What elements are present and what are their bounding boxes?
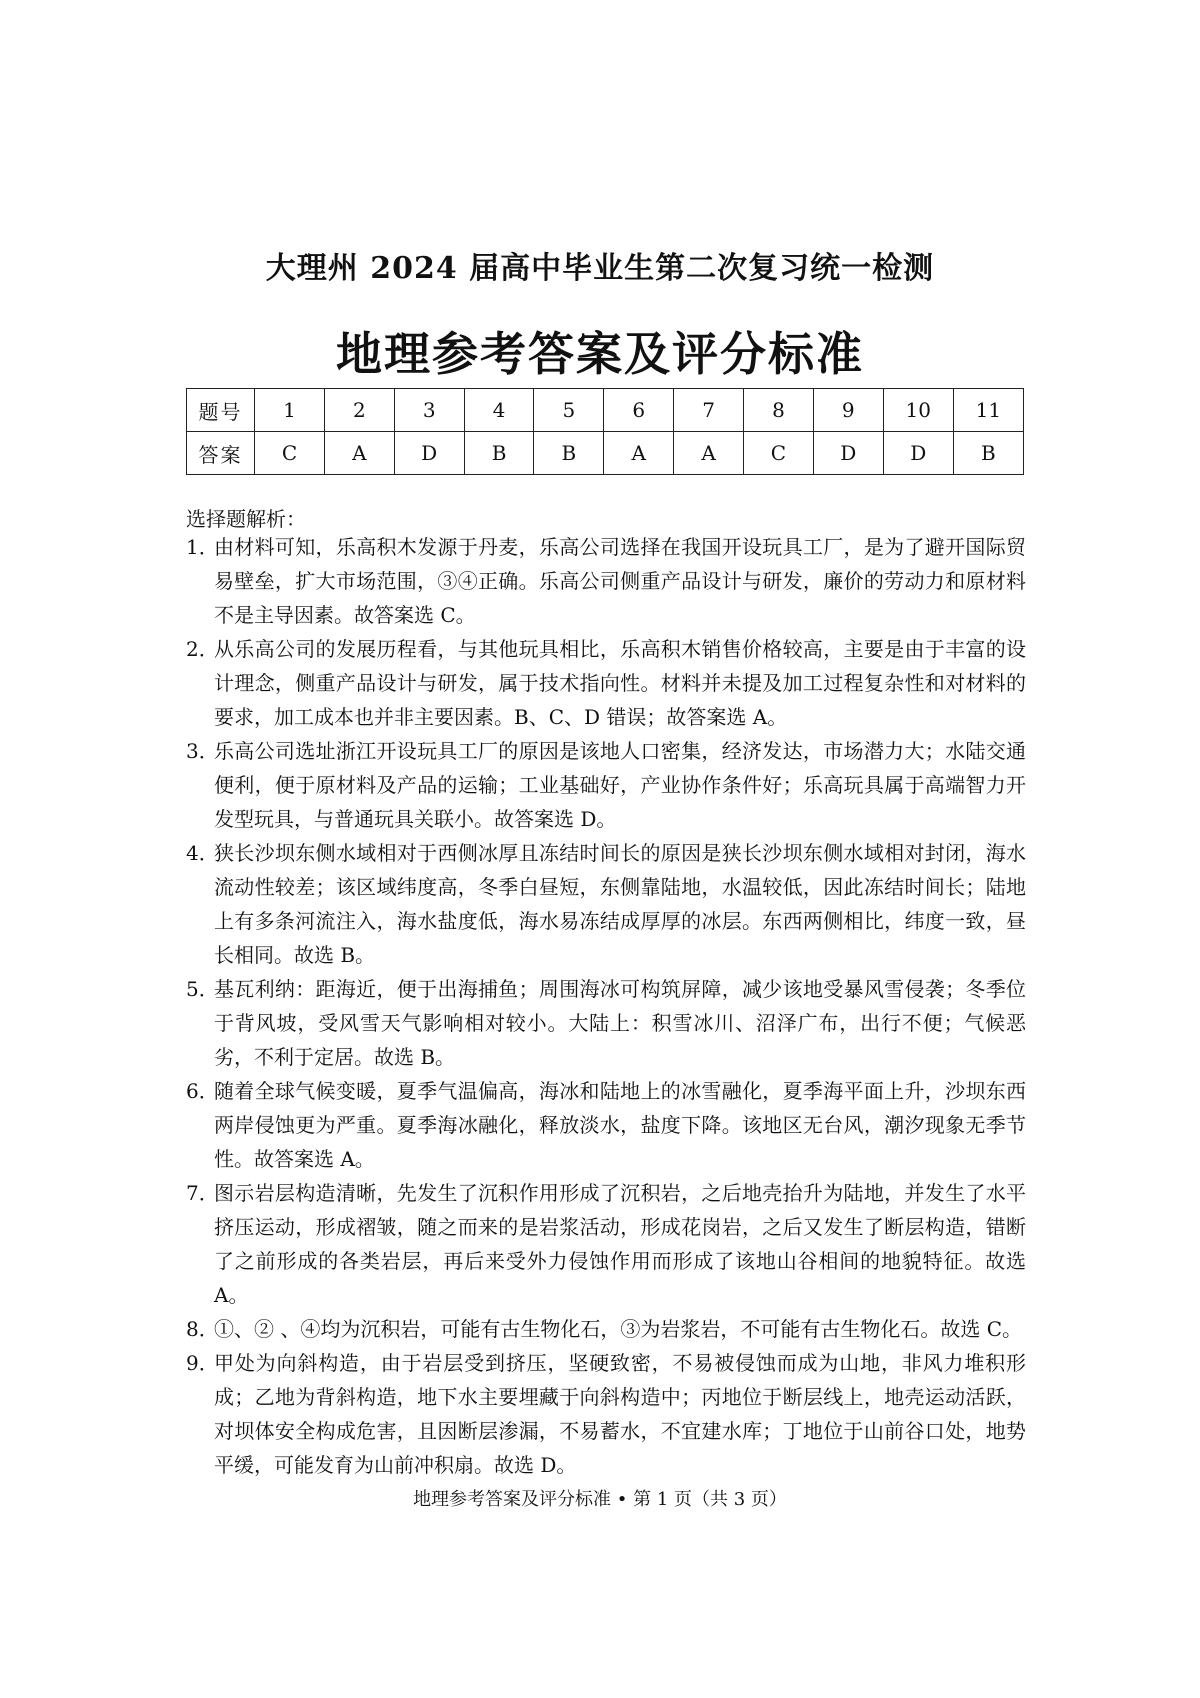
item-number: 8． <box>186 1317 219 1341</box>
answer-cell: C <box>744 432 814 475</box>
answer-cell: B <box>953 432 1023 475</box>
question-number: 1 <box>255 389 325 432</box>
answer-cell: B <box>534 432 604 475</box>
analysis-item <box>186 530 1026 632</box>
item-number: 5． <box>186 977 219 1001</box>
analysis-item <box>186 1346 1026 1482</box>
item-text: 乐高公司选址浙江开设玩具工厂的原因是该地人口密集，经济发达，市场潜力大；水陆交通便利，便于原材料及产品的运输；工业基础好，产业协作条件好；乐高玩具属于高端智力开发型玩具，与普通玩具关联小。故答案选 D。 <box>214 739 1026 831</box>
item-text: 基瓦利纳：距海近，便于出海捕鱼；周围海冰可构筑屏障，减少该地受暴风雪侵袭；冬季位于背风坡，受风雪天气影响相对较小。大陆上：积雪冰川、沼泽广布，出行不便；气候恶劣，不利于定居。故选 B。 <box>214 977 1026 1069</box>
question-number: 4 <box>464 389 534 432</box>
answer-cell: D <box>883 432 953 475</box>
answer-cell: A <box>604 432 674 475</box>
answer-cell: A <box>674 432 744 475</box>
answer-cell: C <box>255 432 325 475</box>
analysis-item <box>186 1176 1026 1312</box>
item-text: ①、② 、④均为沉积岩，可能有古生物化石，③为岩浆岩，不可能有古生物化石。故选 C。 <box>214 1317 1023 1341</box>
item-text: 随着全球气候变暖，夏季气温偏高，海冰和陆地上的冰雪融化，夏季海平面上升，沙坝东西两岸侵蚀更为严重。夏季海冰融化，释放淡水，盐度下降。该地区无台风，潮汐现象无季节性。故答案选 A。 <box>214 1079 1026 1171</box>
question-number: 11 <box>953 389 1023 432</box>
answer-cell: D <box>813 432 883 475</box>
document-heading: 地理参考答案及评分标准 <box>336 327 864 381</box>
item-number: 1． <box>186 535 219 559</box>
item-text: 甲处为向斜构造，由于岩层受到挤压，坚硬致密，不易被侵蚀而成为山地，非风力堆积形成；乙地为背斜构造，地下水主要埋藏于向斜构造中；丙地位于断层线上，地壳运动活跃，对坝体安全构成危害，且因断层渗漏，不易蓄水，不宜建水库；丁地位于山前谷口处，地势平缓，可能发育为山前冲积扇。故选 D。 <box>214 1351 1026 1477</box>
answer-cell: A <box>324 432 394 475</box>
analysis-item <box>186 1312 1026 1346</box>
analysis-item <box>186 972 1026 1074</box>
question-number: 9 <box>813 389 883 432</box>
row-label-answer: 答案 <box>187 432 255 475</box>
question-number: 2 <box>324 389 394 432</box>
question-number: 5 <box>534 389 604 432</box>
question-number-row <box>187 389 1024 432</box>
analysis-list <box>186 530 1026 1482</box>
question-number: 8 <box>744 389 814 432</box>
item-text: 从乐高公司的发展历程看，与其他玩具相比，乐高积木销售价格较高，主要是由于丰富的设计理念，侧重产品设计与研发，属于技术指向性。材料并未提及加工过程复杂性和对材料的要求，加工成本也并非主要因素。B、C、D 错误；故答案选 A。 <box>214 637 1026 729</box>
answer-cell: D <box>394 432 464 475</box>
item-number: 2． <box>186 637 219 661</box>
item-text: 图示岩层构造清晰，先发生了沉积作用形成了沉积岩，之后地壳抬升为陆地，并发生了水平挤压运动，形成褶皱，随之而来的是岩浆活动，形成花岗岩，之后又发生了断层构造，错断了之前形成的各类岩层，再后来受外力侵蚀作用而形成了该地山谷相间的地貌特征。故选 A。 <box>214 1181 1026 1307</box>
question-number: 7 <box>674 389 744 432</box>
item-number: 3． <box>186 739 219 763</box>
item-text: 由材料可知，乐高积木发源于丹麦，乐高公司选择在我国开设玩具工厂，是为了避开国际贸易壁垒，扩大市场范围，③④正确。乐高公司侧重产品设计与研发，廉价的劳动力和原材料不是主导因素。故答案选 C。 <box>214 535 1026 627</box>
answer-table <box>186 388 1024 475</box>
analysis-item <box>186 632 1026 734</box>
question-number: 6 <box>604 389 674 432</box>
item-number: 4． <box>186 841 219 865</box>
row-label-question: 题号 <box>187 389 255 432</box>
page-footer: 地理参考答案及评分标准 • 第 1 页（共 3 页） <box>413 1489 787 1510</box>
item-text: 狭长沙坝东侧水域相对于西侧冰厚且冻结时间长的原因是狭长沙坝东侧水域相对封闭，海水流动性较差；该区域纬度高，冬季白昼短，东侧靠陆地，水温较低，因此冻结时间长；陆地上有多条河流注入，海水盐度低，海水易冻结成厚厚的冰层。东西两侧相比，纬度一致，昼长相同。故选 B。 <box>214 841 1026 967</box>
question-number: 10 <box>883 389 953 432</box>
analysis-item <box>186 1074 1026 1176</box>
answer-row <box>187 432 1024 475</box>
item-number: 7． <box>186 1181 219 1205</box>
item-number: 9． <box>186 1351 219 1375</box>
section-label: 选择题解析： <box>186 507 306 531</box>
answer-cell: B <box>464 432 534 475</box>
analysis-item <box>186 734 1026 836</box>
item-number: 6． <box>186 1079 219 1103</box>
analysis-item <box>186 836 1026 972</box>
page-title: 大理州 2024 届高中毕业生第二次复习统一检测 <box>265 251 935 286</box>
question-number: 3 <box>394 389 464 432</box>
